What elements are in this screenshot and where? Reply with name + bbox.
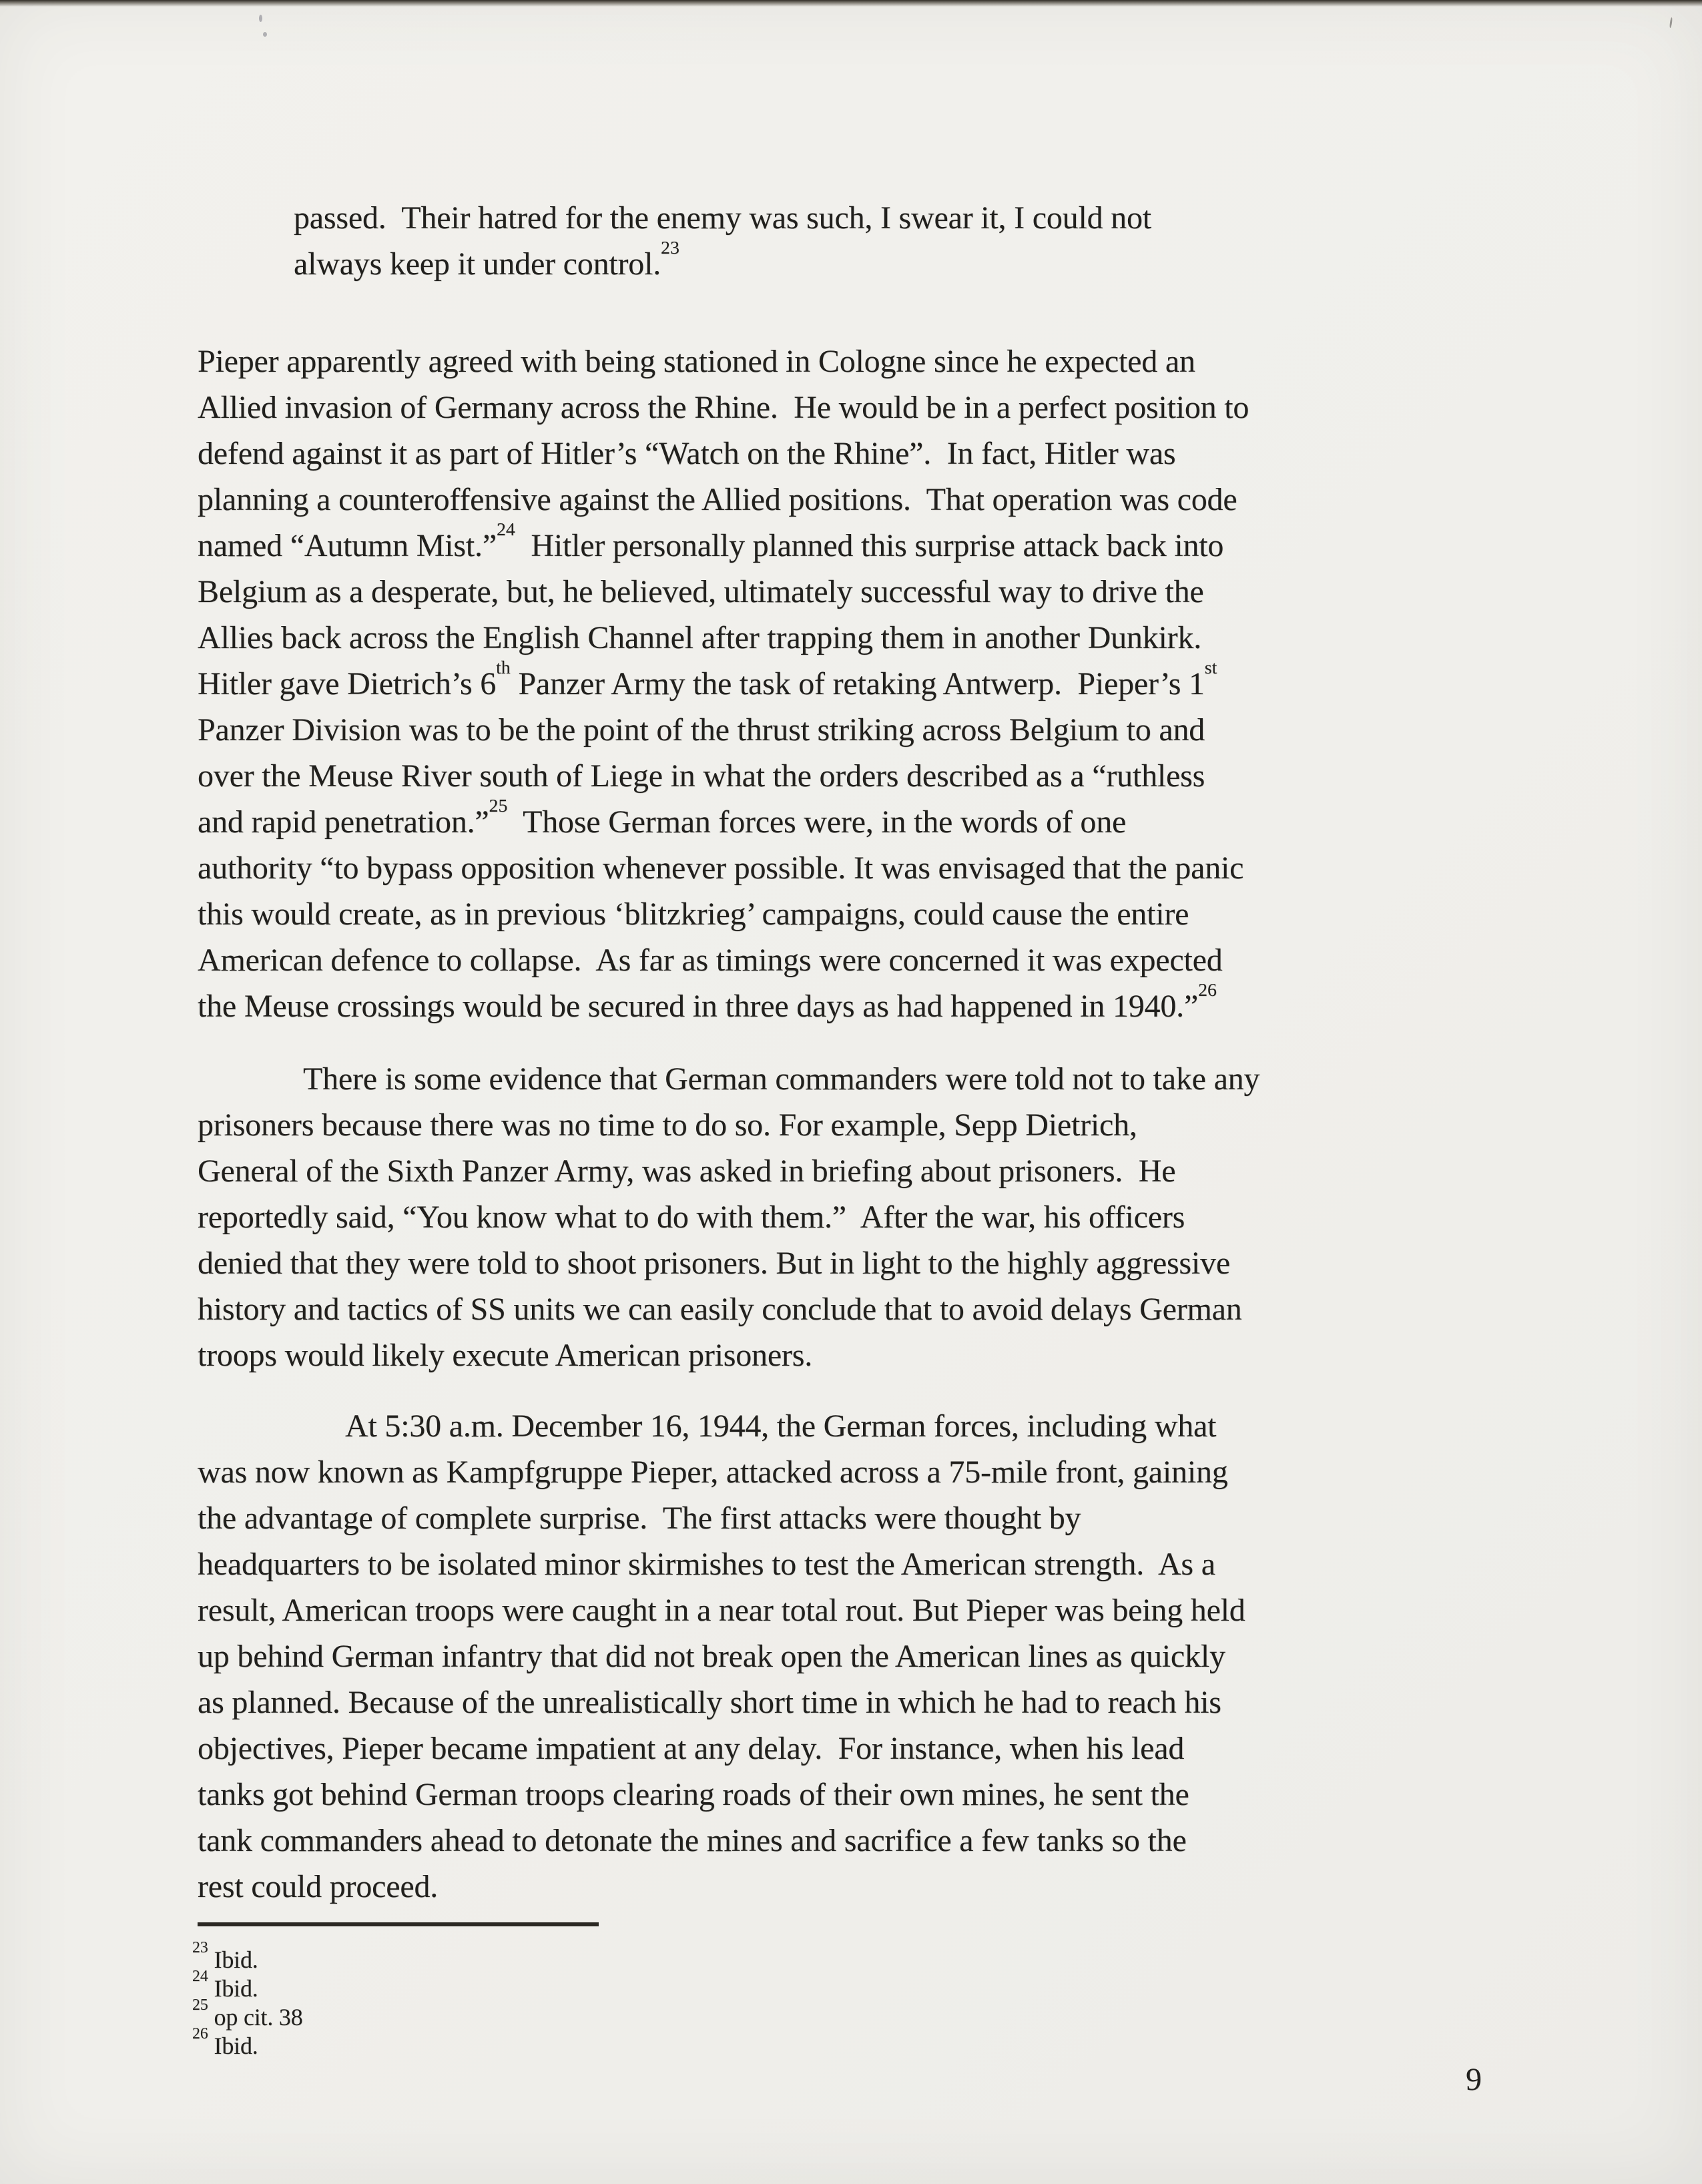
scan-speck <box>259 15 262 22</box>
text-line: prisoners because there was no time to do so. For example, Sepp Dietrich, <box>198 1107 1137 1143</box>
text-line: There is some evidence that German commanders were told not to take any <box>303 1061 1260 1097</box>
text-line: named “Autumn Mist.”$^{24}$ Hitler personally planned this surprise attack back into <box>198 519 1224 563</box>
paragraph-3 <box>198 1403 1245 1910</box>
text-line: was now known as Kampfgruppe Pieper, attacked across a 75-mile front, gaining <box>198 1454 1228 1490</box>
text-line: troops would likely execute American prisoners. <box>198 1338 813 1373</box>
paragraph-2 <box>198 1056 1259 1378</box>
text-line: authority “to bypass opposition whenever possible. It was envisaged that the panic <box>198 850 1244 886</box>
text-line: Belgium as a desperate, but, he believed, ultimately successful way to drive the <box>198 574 1204 609</box>
text-line: this would create, as in previous ‘blitzkrieg’ campaigns, could cause the entire <box>198 896 1189 932</box>
text-line: At 5:30 a.m. December 16, 1944, the German forces, including what <box>345 1408 1217 1444</box>
text-line: as planned. Because of the unrealistically short time in which he had to reach his <box>198 1685 1221 1720</box>
superscript: st <box>1204 657 1217 679</box>
text-line: tank commanders ahead to detonate the mines and sacrifice a few tanks so the <box>198 1823 1187 1858</box>
text-line: planning a counteroffensive against the Allied positions. That operation was code <box>198 482 1237 517</box>
text-line: defend against it as part of Hitler’s “Watch on the Rhine”. In fact, Hitler was <box>198 436 1176 471</box>
footnote-item: $^{23}$ Ibid. <box>192 1939 258 1973</box>
footnote-separator <box>198 1922 599 1926</box>
superscript: th <box>496 657 511 679</box>
footnote-item: $^{26}$ Ibid. <box>192 2025 258 2059</box>
text-line: objectives, Pieper became impatient at any delay. For instance, when his lead <box>198 1731 1185 1766</box>
footnote-number: 24 <box>192 1968 208 1986</box>
superscript: 24 <box>496 519 515 541</box>
text-line: passed. Their hatred for the enemy was such, I swear it, I could not <box>294 200 1151 236</box>
text-line: result, American troops were caught in a near total rout. But Pieper was being held <box>198 1593 1245 1628</box>
text-line: Pieper apparently agreed with being stationed in Cologne since he expected an <box>198 344 1195 379</box>
paragraph-1 <box>198 338 1249 1029</box>
text-line: history and tactics of SS units we can easily conclude that to avoid delays German <box>198 1292 1242 1327</box>
footnote-number: 25 <box>192 1996 208 2014</box>
text-line: over the Meuse River south of Liege in what the orders described as a “ruthless <box>198 758 1205 794</box>
superscript: 25 <box>489 796 508 817</box>
text-line: General of the Sixth Panzer Army, was asked in briefing about prisoners. He <box>198 1153 1176 1189</box>
text-line: and rapid penetration.”$^{25}$ Those German forces were, in the words of one <box>198 796 1127 840</box>
text-line: denied that they were told to shoot prisoners. But in light to the highly aggressive <box>198 1246 1230 1281</box>
scan-speck <box>1669 17 1673 28</box>
text-line: Hitler gave Dietrich’s 6th Panzer Army the task of retaking Antwerp. Pieper’s 1st <box>198 657 1217 702</box>
scan-edge-artifact <box>0 0 1702 7</box>
text-line: the Meuse crossings would be secured in three days as had happened in 1940.”$^{26}$ <box>198 980 1217 1024</box>
scan-speck <box>263 32 267 37</box>
footnotes <box>192 1939 303 2061</box>
footnote-number: 23 <box>192 1939 208 1957</box>
text-line: headquarters to be isolated minor skirmishes to test the American strength. As a <box>198 1547 1215 1582</box>
page-number: 9 <box>1466 2062 1482 2097</box>
footnote-number: 26 <box>192 2025 208 2043</box>
text-line: Allied invasion of Germany across the Rhine. He would be in a perfect position to <box>198 390 1249 425</box>
block-quote <box>294 195 1151 287</box>
text-line: Panzer Division was to be the point of the thrust striking across Belgium to and <box>198 712 1205 748</box>
superscript: 26 <box>1198 980 1217 1001</box>
text-line: tanks got behind German troops clearing roads of their own mines, he sent the <box>198 1777 1189 1812</box>
footnote-item: $^{25}$ op cit. 38 <box>192 1996 303 2030</box>
text-line: American defence to collapse. As far as timings were concerned it was expected <box>198 942 1223 978</box>
text-line: Allies back across the English Channel after trapping them in another Dunkirk. <box>198 620 1201 655</box>
text-line: reportedly said, “You know what to do with them.” After the war, his officers <box>198 1199 1185 1235</box>
text-line: the advantage of complete surprise. The first attacks were thought by <box>198 1500 1081 1536</box>
text-line: always keep it under control.$^{23}$ <box>294 238 679 282</box>
superscript: 23 <box>661 238 679 259</box>
footnote-item: $^{24}$ Ibid. <box>192 1968 258 2002</box>
text-line: up behind German infantry that did not break open the American lines as quickly <box>198 1639 1225 1674</box>
text-line: rest could proceed. <box>198 1869 439 1904</box>
